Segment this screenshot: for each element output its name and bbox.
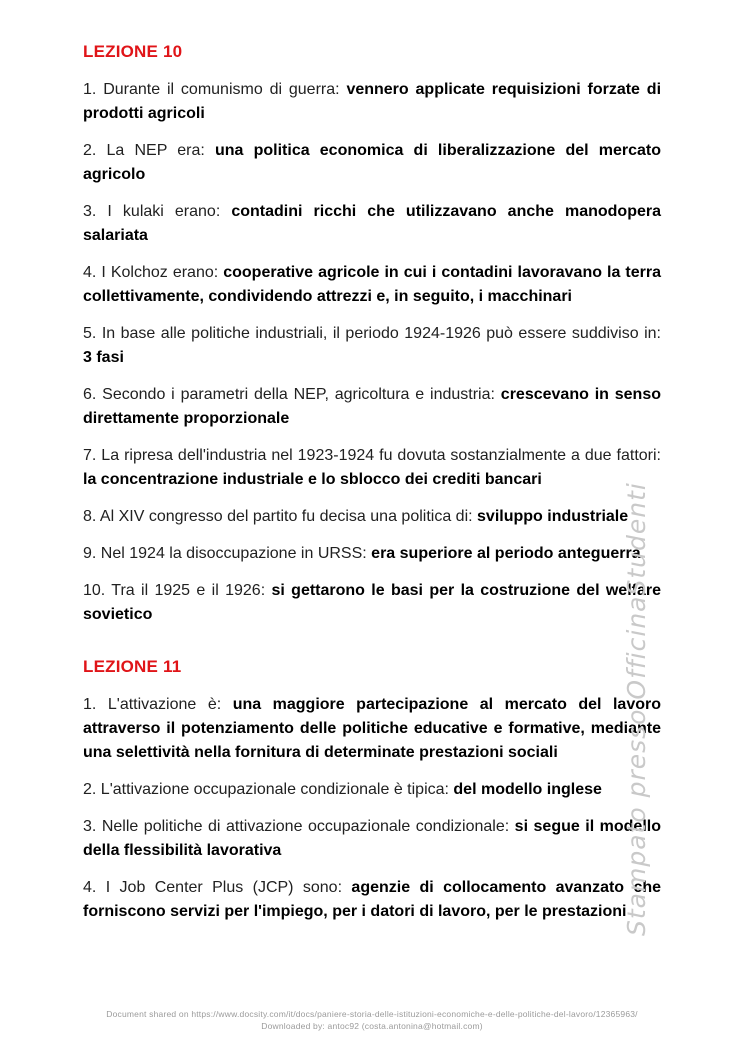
qa-item xyxy=(83,322,661,370)
answer-text: la concentrazione industriale e lo sblocco dei crediti bancari xyxy=(83,471,542,488)
section-heading: LEZIONE 10 xyxy=(83,42,183,61)
question-text: 2. L'attivazione occupazionale condizionale è tipica: xyxy=(83,781,454,798)
answer-text: vennero applicate requisizioni forzate di prodotti agricoli xyxy=(83,81,662,122)
answer-text: si gettarono le basi per la costruzione del welfare sovietico xyxy=(83,582,661,623)
question-text: 8. Al XIV congresso del partito fu decisa una politica di: xyxy=(83,508,478,525)
answer-text: si segue il modello della flessibilità lavorativa xyxy=(83,818,661,859)
qa-item xyxy=(83,542,661,566)
question-text: 1. Durante il comunismo di guerra: xyxy=(83,81,347,98)
answer-text: crescevano in senso direttamente proporzionale xyxy=(83,386,661,427)
section-heading: LEZIONE 11 xyxy=(83,657,182,676)
question-text: 10. Tra il 1925 e il 1926: xyxy=(83,582,272,599)
answer-text: una maggiore partecipazione al mercato del lavoro attraverso il potenziamento delle politiche educative e formative, mediante una selettività nella fornitura di determinate prestazioni sociali xyxy=(83,696,662,761)
page-footer xyxy=(0,1008,744,1032)
qa-item xyxy=(83,778,661,802)
footer-download-line: Downloaded by: antoc92 (costa.antonina@hotmail.com) xyxy=(261,1021,483,1031)
answer-text: era superiore al periodo anteguerra xyxy=(371,545,641,562)
qa-item xyxy=(83,200,661,248)
answer-text: contadini ricchi che utilizzavano anche manodopera salariata xyxy=(83,203,661,244)
question-text: 7. La ripresa dell'industria nel 1923-1924 fu dovuta sostanzialmente a due fattori: xyxy=(83,447,661,464)
question-text: 6. Secondo i parametri della NEP, agricoltura e industria: xyxy=(83,386,501,403)
qa-item xyxy=(83,815,661,863)
answer-text: cooperative agricole in cui i contadini lavoravano la terra collettivamente, condividendo attrezzi e, in seguito, i macchinari xyxy=(83,264,662,305)
qa-item xyxy=(83,383,661,431)
question-text: 4. I Job Center Plus (JCP) sono: xyxy=(83,879,352,896)
qa-item xyxy=(83,444,661,492)
section-lezione-11 xyxy=(83,655,661,924)
question-text: 1. L'attivazione è: xyxy=(83,696,233,713)
qa-item xyxy=(83,505,661,529)
watermark-text: Stampato presso OfficinaStudenti xyxy=(622,482,651,936)
question-text: 4. I Kolchoz erano: xyxy=(83,264,224,281)
answer-text: del modello inglese xyxy=(453,781,602,798)
question-text: 3. I kulaki erano: xyxy=(83,203,232,220)
answer-text: una politica economica di liberalizzazione del mercato agricolo xyxy=(83,142,661,183)
answer-text: sviluppo industriale xyxy=(477,508,629,525)
answer-text: agenzie di collocamento avanzato che forniscono servizi per l'impiego, per i datori di lavoro, per le prestazioni xyxy=(83,879,662,920)
question-text: 2. La NEP era: xyxy=(83,142,215,159)
qa-item xyxy=(83,261,661,309)
answer-text: 3 fasi xyxy=(83,349,124,366)
section-lezione-10 xyxy=(83,40,661,627)
question-text: 3. Nelle politiche di attivazione occupazionale condizionale: xyxy=(83,818,515,835)
qa-item xyxy=(83,139,661,187)
qa-item xyxy=(83,876,661,924)
qa-item xyxy=(83,579,661,627)
page-content xyxy=(83,40,661,937)
qa-item xyxy=(83,693,661,765)
question-text: 9. Nel 1924 la disoccupazione in URSS: xyxy=(83,545,372,562)
question-text: 5. In base alle politiche industriali, il periodo 1924-1926 può essere suddiviso in: xyxy=(83,325,661,342)
qa-item xyxy=(83,78,661,126)
footer-share-line: Document shared on https://www.docsity.com/it/docs/paniere-storia-delle-istituzioni-economiche-e-delle-politiche-del-lavoro/12365963/ xyxy=(106,1009,638,1019)
